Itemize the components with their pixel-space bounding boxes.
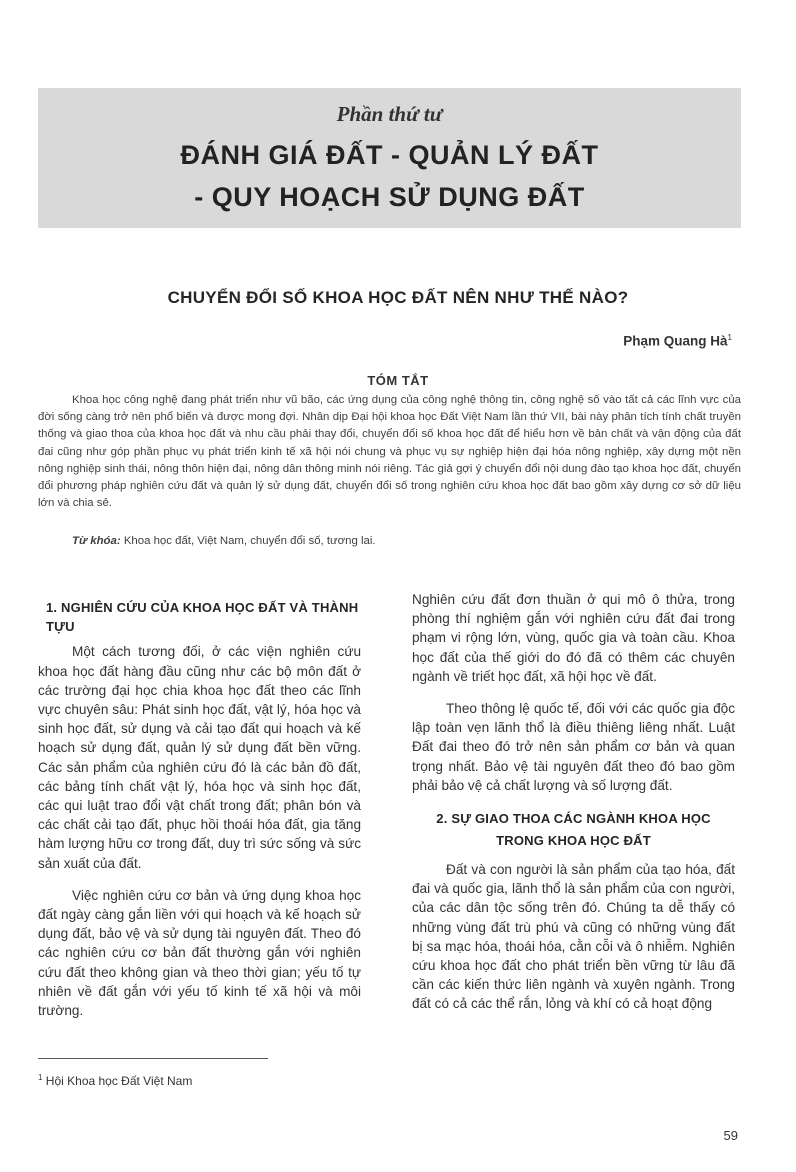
keywords-label: Từ khóa: [72,535,121,547]
right-paragraph-1: Nghiên cứu đất đơn thuần ở qui mô ô thửa, trong phòng thí nghiệm gắn với nghiên cứu đất đai trong phạm vi rộng lớn, vùng, quốc gia và toàn cầu. Khoa học đất của thế giới do đó đã có thêm các chuyên ngành về triết học đất, xã hội học về đất. [412,592,735,684]
footnote-divider [38,1058,268,1059]
section-2-heading-line-2: TRONG KHOA HỌC ĐẤT [496,833,651,849]
page-number: 59 [723,1128,738,1143]
left-column [38,592,361,1033]
author-footnote-marker: 1 [727,333,732,342]
footnote-text: Hội Khoa học Đất Việt Nam [45,1074,193,1088]
footnote [38,1073,192,1088]
abstract-text: Khoa học công nghệ đang phát triển như vũ bão, các ứng dụng của công nghệ thông tin, công nghệ số vào tất cả các lĩnh vực của đời sống càng trở nên phổ biến và được mong đợi. Nhân dịp Đại hội khoa học Đất Việt Nam lần thứ VII, bài này phân tích tính chất truyền thống và giao thoa của khoa học đất và nhu cầu phải thay đổi, chuyển đổi số khoa học đất để hiểu hơn về bản chất và vận động của đất đai cũng như góp phần phục vụ phát triển kinh tế xã hội nói chung và phục vụ sự nghiệp hiện đại hóa nông nghiệp, xây dựng một nền nông nghiệp sinh thái, nông thôn hiện đại, nông dân thông minh nói riêng. Tác giả gợi ý chuyển đổi nội dung đào tạo khoa học đất, chuyển đổi phương pháp nghiên cứu đất và quản lý sử dụng đất, chuyển đổi số trong nghiên cứu khoa học đất bao gồm xây dựng cơ sở dữ liệu lớn và chia sẻ. [38,394,741,510]
keywords [72,535,376,547]
right-paragraph-3: Đất và con người là sản phẩm của tạo hóa, đất đai và quốc gia, lãnh thổ là sản phẩm của con người, của các dân tộc sống trên đó. Chúng ta dễ thấy có những vùng đất trù phú và cũng có những vùng đất bị sa mạc hóa, thoái hóa, cằn cỗi và ô nhiễm. Nghiên cứu khoa học đất cho phát triển bền vững từ lâu đã cần các kiến thức liên ngành và xuyên ngành. Trong đất có cả các thể rắn, lỏng và khí có cả hoạt động [412,862,735,1012]
right-paragraph-2: Theo thông lệ quốc tế, đối với các quốc gia độc lập toàn vẹn lãnh thổ là điều thiêng liêng nhất. Luật Đất đai theo đó trở nên sản phẩm cơ bản và quan trọng nhất. Bảo vệ tài nguyên đất theo đó bao gồm phải bảo vệ cả chất lượng và số lượng đất. [412,701,735,793]
footnote-marker: 1 [38,1073,43,1082]
part-title [38,134,741,218]
author-name: Phạm Quang Hà [623,333,728,349]
part-title-line-2: - QUY HOẠCH SỬ DỤNG ĐẤT [194,182,585,212]
part-label: Phần thứ tư [336,102,443,126]
section-2-heading [412,808,735,852]
left-paragraph-2: Việc nghiên cứu cơ bản và ứng dụng khoa học đất ngày càng gắn liền với qui hoạch và kế hoạch sử dụng đất, bảo vệ và sử dụng tài nguyên đất. Theo đó các nghiên cứu cơ bản đất thường gắn với nghiên cứu đất theo không gian và theo thời gian; yếu tố tự nhiên về đất gắn với yếu tố kinh tế xã hội và môi trường. [38,887,361,1019]
section-2-heading-line-1: 2. SỰ GIAO THOA CÁC NGÀNH KHOA HỌC [436,811,711,827]
article-title: CHUYỂN ĐỔI SỐ KHOA HỌC ĐẤT NÊN NHƯ THẾ NÀO? [167,288,629,307]
part-banner [38,88,741,228]
left-paragraph-1: Một cách tương đối, ở các viện nghiên cứu khoa học đất hàng đầu cũng như các bộ môn đất ở các trường đại học chia khoa học đất theo các lĩnh vực chuyên sâu: Phát sinh học đất, vật lý, hóa học và sinh học đất, sử dụng và cải tạo đất qui hoạch và kế hoạch sử dụng đất, quản lý sử dụng đất bền vững. Các sản phẩm của nghiên cứu đó là các bản đồ đất, các bảng tính chất vật lý, hóa học và sinh học đất, các qui luật trao đổi vật chất trong đất; phân bón và các chất cải tạo đất, phục hồi thoái hóa đất, gia tăng hàm lượng hữu cơ trong đất, duy trì sức sống và sức sản xuất của đất. [38,644,361,871]
abstract-heading: TÓM TẮT [367,373,429,388]
keywords-text: Khoa học đất, Việt Nam, chuyển đổi số, tương lai. [123,535,376,547]
right-column [412,590,735,1027]
section-1-heading: 1. NGHIÊN CỨU CỦA KHOA HỌC ĐẤT VÀ THÀNH TỰU [46,600,359,635]
author-line [623,333,732,349]
part-title-line-1: ĐÁNH GIÁ ĐẤT - QUẢN LÝ ĐẤT [180,140,599,170]
